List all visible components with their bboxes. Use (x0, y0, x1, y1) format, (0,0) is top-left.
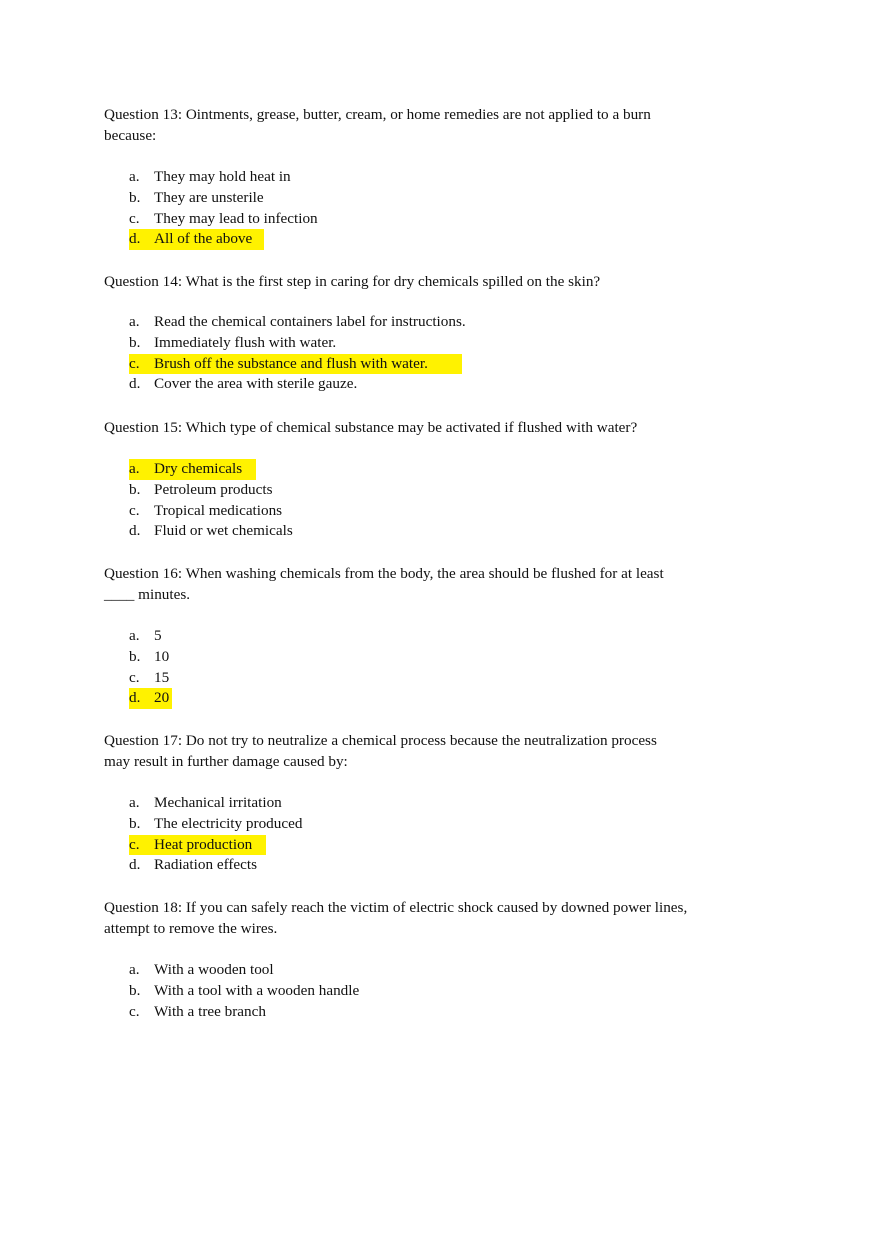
option-a: a. 5 (129, 627, 162, 644)
question-17 (104, 730, 724, 874)
question-13 (104, 104, 724, 248)
question-18 (104, 897, 724, 1020)
option-b: b. They are unsterile (129, 188, 264, 206)
question-text: Question 17: Do not try to neutralize a chemical process because the neutralization process may result in further damage caused by: (104, 732, 657, 770)
option-c: c. They may lead to infection (129, 209, 318, 227)
question-15 (104, 417, 724, 540)
option-b: b. 10 (129, 647, 170, 665)
question-text: Question 14: What is the first step in caring for dry chemicals spilled on the skin? (104, 273, 601, 290)
question-14 (104, 271, 724, 393)
question-text: Question 13: Ointments, grease, butter, cream, or home remedies are not applied to a burn because: (104, 106, 651, 144)
option-b: b. Petroleum products (129, 480, 273, 498)
option-a: a. They may hold heat in (129, 168, 291, 185)
option-d-highlighted: d. All of the above (129, 229, 264, 250)
option-c: c. With a tree branch (129, 1002, 266, 1020)
option-c-highlighted: c. Heat production (129, 835, 266, 856)
option-c: c. Tropical medications (129, 501, 283, 519)
options-list (129, 793, 302, 876)
option-c-highlighted: c. Brush off the substance and flush with water. (129, 354, 462, 375)
question-text: Question 15: Which type of chemical substance may be activated if flushed with water? (104, 419, 638, 436)
question-text: Question 16: When washing chemicals from the body, the area should be flushed for at least ____ minutes. (104, 565, 664, 603)
option-a: a. Mechanical irritation (129, 794, 282, 811)
options-list (129, 459, 293, 542)
option-b: b. Immediately flush with water. (129, 333, 337, 351)
option-a: a. With a wooden tool (129, 961, 274, 978)
options-list (129, 960, 359, 1022)
option-b: b. The electricity produced (129, 814, 303, 832)
option-d: d. Radiation effects (129, 856, 258, 874)
question-text: Question 18: If you can safely reach the victim of electric shock caused by downed power lines, attempt to remove the wires. (104, 899, 688, 937)
option-d: d. Fluid or wet chemicals (129, 522, 293, 540)
options-list (129, 312, 466, 395)
option-d: d. Cover the area with sterile gauze. (129, 375, 358, 393)
option-c: c. 15 (129, 668, 170, 686)
question-16 (104, 563, 724, 707)
option-a: a. Read the chemical containers label for instructions. (129, 313, 466, 330)
options-list (129, 167, 318, 250)
option-a-highlighted: a. Dry chemicals (129, 459, 256, 480)
options-list (129, 626, 172, 709)
option-b: b. With a tool with a wooden handle (129, 981, 360, 999)
option-d-highlighted: d. 20 (129, 688, 172, 709)
